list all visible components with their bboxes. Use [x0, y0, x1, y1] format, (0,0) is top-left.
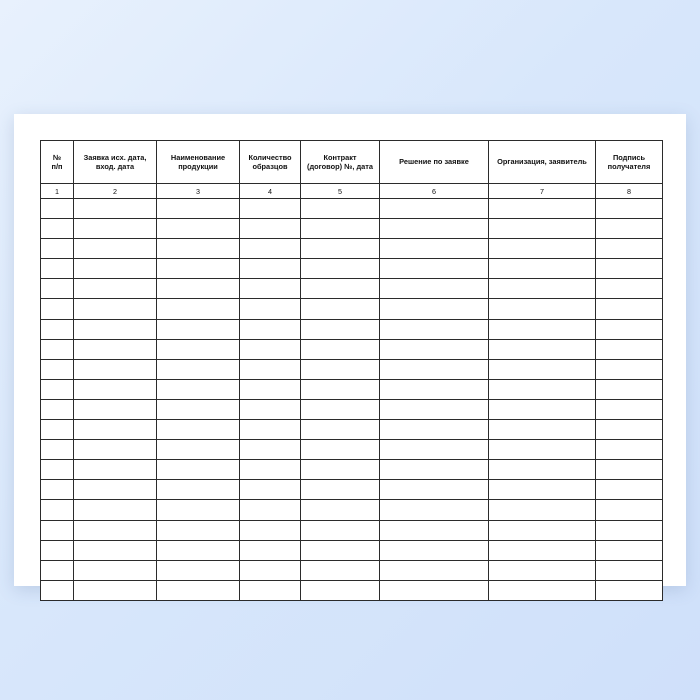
table-cell-empty[interactable]	[74, 520, 157, 540]
table-cell-empty[interactable]	[157, 359, 240, 379]
table-cell-empty[interactable]	[74, 279, 157, 299]
table-cell-empty[interactable]	[596, 339, 663, 359]
table-cell-empty[interactable]	[596, 440, 663, 460]
table-cell-empty[interactable]	[301, 259, 380, 279]
table-cell-empty[interactable]	[301, 560, 380, 580]
table-cell-empty[interactable]	[489, 319, 596, 339]
table-cell-empty[interactable]	[157, 379, 240, 399]
table-cell-empty[interactable]	[74, 399, 157, 419]
table-body	[41, 184, 663, 601]
table-row[interactable]	[41, 540, 663, 560]
table-cell-empty[interactable]	[489, 540, 596, 560]
table-cell-empty[interactable]	[380, 500, 489, 520]
table-cell-empty[interactable]	[489, 259, 596, 279]
table-cell-empty[interactable]	[301, 379, 380, 399]
table-cell-empty[interactable]	[301, 480, 380, 500]
table-cell-empty[interactable]	[41, 420, 74, 440]
table-cell-empty[interactable]	[74, 560, 157, 580]
table-cell-empty[interactable]	[489, 420, 596, 440]
table-cell-empty[interactable]	[240, 259, 301, 279]
table-cell-empty[interactable]	[380, 199, 489, 219]
table-cell-empty[interactable]	[380, 420, 489, 440]
table-cell-empty[interactable]	[41, 399, 74, 419]
table-cell-empty[interactable]	[380, 239, 489, 259]
header-line: Организация, заявитель	[497, 157, 587, 167]
header-cell-number	[41, 141, 74, 184]
header-line: №	[52, 152, 62, 162]
table-cell-empty[interactable]	[380, 259, 489, 279]
table-row[interactable]	[41, 460, 663, 480]
table-cell-empty[interactable]	[74, 339, 157, 359]
table-cell-empty[interactable]	[41, 520, 74, 540]
header-line: Наименование	[170, 152, 226, 162]
table-cell-empty[interactable]	[157, 440, 240, 460]
table-cell-empty[interactable]	[380, 279, 489, 299]
table-cell-empty[interactable]	[596, 359, 663, 379]
table-cell-empty[interactable]	[157, 580, 240, 600]
table-cell-empty[interactable]	[489, 339, 596, 359]
table-cell-empty[interactable]	[301, 359, 380, 379]
table-cell-empty[interactable]	[74, 540, 157, 560]
table-cell-empty[interactable]	[596, 500, 663, 520]
table-cell-empty[interactable]	[489, 299, 596, 319]
table-cell-empty[interactable]	[240, 319, 301, 339]
table-cell-empty[interactable]	[157, 239, 240, 259]
header-cell-signature	[596, 141, 663, 184]
table-cell-empty[interactable]	[489, 520, 596, 540]
header-line: вход. дата	[95, 162, 135, 171]
table-cell-empty[interactable]	[489, 580, 596, 600]
table-cell-empty[interactable]	[240, 399, 301, 419]
table-cell-empty[interactable]	[41, 480, 74, 500]
table-row[interactable]	[41, 359, 663, 379]
table-cell-empty[interactable]	[596, 480, 663, 500]
table-cell-empty[interactable]	[301, 299, 380, 319]
table-row[interactable]	[41, 299, 663, 319]
table-cell-empty[interactable]	[240, 500, 301, 520]
table-cell-empty[interactable]	[157, 319, 240, 339]
table-cell-empty[interactable]	[301, 339, 380, 359]
table-cell-empty[interactable]	[596, 540, 663, 560]
table-cell-empty[interactable]	[41, 199, 74, 219]
column-number-cell: 8	[596, 184, 663, 199]
table-cell-empty[interactable]	[157, 279, 240, 299]
journal-table-wrapper	[40, 140, 651, 562]
header-line: получателя	[607, 162, 651, 171]
table-cell-empty[interactable]	[41, 319, 74, 339]
header-cell-organization	[489, 141, 596, 184]
table-cell-empty[interactable]	[596, 460, 663, 480]
header-line: образцов	[252, 162, 288, 171]
header-line: Заявка исх. дата,	[83, 152, 147, 162]
table-cell-empty[interactable]	[489, 359, 596, 379]
table-cell-empty[interactable]	[380, 460, 489, 480]
table-cell-empty[interactable]	[240, 379, 301, 399]
document-page	[14, 114, 686, 586]
table-cell-empty[interactable]	[41, 440, 74, 460]
table-row[interactable]	[41, 239, 663, 259]
table-cell-empty[interactable]	[596, 379, 663, 399]
table-cell-empty[interactable]	[301, 319, 380, 339]
table-cell-empty[interactable]	[157, 460, 240, 480]
header-line: Количество	[248, 152, 292, 162]
table-row[interactable]	[41, 339, 663, 359]
table-cell-empty[interactable]	[157, 560, 240, 580]
table-cell-empty[interactable]	[596, 319, 663, 339]
header-row	[41, 141, 663, 184]
column-number-cell: 6	[380, 184, 489, 199]
header-cell-contract	[301, 141, 380, 184]
table-cell-empty[interactable]	[380, 379, 489, 399]
table-cell-empty[interactable]	[157, 480, 240, 500]
header-line: (договор) №, дата	[306, 162, 374, 171]
table-cell-empty[interactable]	[596, 560, 663, 580]
table-cell-empty[interactable]	[489, 279, 596, 299]
table-cell-empty[interactable]	[596, 219, 663, 239]
table-cell-empty[interactable]	[157, 500, 240, 520]
table-cell-empty[interactable]	[41, 540, 74, 560]
header-cell-product-name	[157, 141, 240, 184]
table-row[interactable]	[41, 500, 663, 520]
header-line: Подпись	[612, 152, 646, 162]
table-cell-empty[interactable]	[74, 239, 157, 259]
table-row[interactable]	[41, 560, 663, 580]
table-cell-empty[interactable]	[301, 239, 380, 259]
column-number-cell: 5	[301, 184, 380, 199]
table-cell-empty[interactable]	[240, 299, 301, 319]
table-cell-empty[interactable]	[596, 239, 663, 259]
table-cell-empty[interactable]	[157, 199, 240, 219]
table-row[interactable]	[41, 319, 663, 339]
table-cell-empty[interactable]	[41, 580, 74, 600]
table-cell-empty[interactable]	[489, 480, 596, 500]
table-cell-empty[interactable]	[240, 359, 301, 379]
table-cell-empty[interactable]	[380, 480, 489, 500]
table-cell-empty[interactable]	[301, 199, 380, 219]
table-cell-empty[interactable]	[41, 339, 74, 359]
header-line: Контракт	[323, 152, 357, 162]
table-cell-empty[interactable]	[489, 219, 596, 239]
journal-table	[40, 140, 663, 601]
table-cell-empty[interactable]	[596, 279, 663, 299]
table-cell-empty[interactable]	[489, 199, 596, 219]
table-cell-empty[interactable]	[74, 219, 157, 239]
table-cell-empty[interactable]	[380, 440, 489, 460]
table-cell-empty[interactable]	[240, 440, 301, 460]
table-cell-empty[interactable]	[240, 199, 301, 219]
table-cell-empty[interactable]	[489, 560, 596, 580]
table-cell-empty[interactable]	[596, 399, 663, 419]
table-cell-empty[interactable]	[489, 239, 596, 259]
table-row[interactable]	[41, 219, 663, 239]
table-row[interactable]	[41, 399, 663, 419]
table-cell-empty[interactable]	[41, 279, 74, 299]
table-cell-empty[interactable]	[41, 299, 74, 319]
table-cell-empty[interactable]	[74, 199, 157, 219]
table-cell-empty[interactable]	[240, 560, 301, 580]
table-cell-empty[interactable]	[240, 520, 301, 540]
table-cell-empty[interactable]	[380, 560, 489, 580]
table-cell-empty[interactable]	[301, 580, 380, 600]
table-cell-empty[interactable]	[240, 480, 301, 500]
table-row[interactable]	[41, 259, 663, 279]
header-line: п/п	[51, 162, 63, 171]
table-cell-empty[interactable]	[380, 339, 489, 359]
table-cell-empty[interactable]	[74, 420, 157, 440]
table-cell-empty[interactable]	[301, 399, 380, 419]
table-cell-empty[interactable]	[301, 540, 380, 560]
table-cell-empty[interactable]	[240, 580, 301, 600]
table-cell-empty[interactable]	[489, 379, 596, 399]
table-cell-empty[interactable]	[41, 379, 74, 399]
table-cell-empty[interactable]	[596, 299, 663, 319]
table-cell-empty[interactable]	[157, 219, 240, 239]
table-cell-empty[interactable]	[157, 299, 240, 319]
table-cell-empty[interactable]	[301, 440, 380, 460]
table-cell-empty[interactable]	[240, 219, 301, 239]
table-cell-empty[interactable]	[74, 299, 157, 319]
table-cell-empty[interactable]	[240, 540, 301, 560]
table-cell-empty[interactable]	[74, 319, 157, 339]
table-cell-empty[interactable]	[301, 460, 380, 480]
table-cell-empty[interactable]	[41, 500, 74, 520]
table-cell-empty[interactable]	[74, 500, 157, 520]
table-row[interactable]	[41, 279, 663, 299]
table-cell-empty[interactable]	[157, 259, 240, 279]
header-cell-request-date	[74, 141, 157, 184]
table-cell-empty[interactable]	[74, 440, 157, 460]
table-cell-empty[interactable]	[380, 319, 489, 339]
column-number-cell: 7	[489, 184, 596, 199]
table-cell-empty[interactable]	[157, 520, 240, 540]
table-row[interactable]	[41, 440, 663, 460]
table-cell-empty[interactable]	[301, 500, 380, 520]
table-cell-empty[interactable]	[489, 440, 596, 460]
table-cell-empty[interactable]	[157, 420, 240, 440]
table-cell-empty[interactable]	[240, 460, 301, 480]
header-line: продукции	[178, 162, 218, 171]
table-cell-empty[interactable]	[489, 500, 596, 520]
table-cell-empty[interactable]	[74, 359, 157, 379]
table-cell-empty[interactable]	[380, 219, 489, 239]
table-cell-empty[interactable]	[596, 420, 663, 440]
table-header	[41, 141, 663, 184]
table-cell-empty[interactable]	[240, 279, 301, 299]
table-cell-empty[interactable]	[41, 219, 74, 239]
table-cell-empty[interactable]	[596, 580, 663, 600]
table-cell-empty[interactable]	[74, 259, 157, 279]
table-cell-empty[interactable]	[596, 259, 663, 279]
table-cell-empty[interactable]	[596, 520, 663, 540]
table-row[interactable]	[41, 580, 663, 600]
table-cell-empty[interactable]	[41, 560, 74, 580]
table-cell-empty[interactable]	[240, 339, 301, 359]
table-cell-empty[interactable]	[489, 399, 596, 419]
table-cell-empty[interactable]	[41, 259, 74, 279]
table-cell-empty[interactable]	[380, 299, 489, 319]
table-cell-empty[interactable]	[301, 279, 380, 299]
table-cell-empty[interactable]	[157, 339, 240, 359]
table-cell-empty[interactable]	[74, 379, 157, 399]
table-row[interactable]	[41, 520, 663, 540]
table-cell-empty[interactable]	[380, 520, 489, 540]
column-number-cell: 3	[157, 184, 240, 199]
header-line: Решение по заявке	[399, 157, 469, 167]
table-cell-empty[interactable]	[74, 460, 157, 480]
table-cell-empty[interactable]	[380, 399, 489, 419]
table-cell-empty[interactable]	[74, 580, 157, 600]
table-cell-empty[interactable]	[41, 239, 74, 259]
table-cell-empty[interactable]	[157, 399, 240, 419]
header-cell-sample-count	[240, 141, 301, 184]
table-cell-empty[interactable]	[41, 359, 74, 379]
table-row[interactable]	[41, 420, 663, 440]
table-cell-empty[interactable]	[157, 540, 240, 560]
table-cell-empty[interactable]	[380, 580, 489, 600]
table-cell-empty[interactable]	[240, 420, 301, 440]
table-cell-empty[interactable]	[41, 460, 74, 480]
table-cell-empty[interactable]	[380, 540, 489, 560]
header-cell-decision	[380, 141, 489, 184]
table-cell-empty[interactable]	[301, 420, 380, 440]
table-cell-empty[interactable]	[301, 520, 380, 540]
table-row[interactable]	[41, 379, 663, 399]
column-number-row	[41, 184, 663, 199]
table-cell-empty[interactable]	[380, 359, 489, 379]
table-cell-empty[interactable]	[301, 219, 380, 239]
column-number-cell: 2	[74, 184, 157, 199]
table-cell-empty[interactable]	[240, 239, 301, 259]
table-cell-empty[interactable]	[74, 480, 157, 500]
table-row[interactable]	[41, 480, 663, 500]
table-cell-empty[interactable]	[596, 199, 663, 219]
column-number-cell: 1	[41, 184, 74, 199]
column-number-cell: 4	[240, 184, 301, 199]
table-row[interactable]	[41, 199, 663, 219]
table-cell-empty[interactable]	[489, 460, 596, 480]
